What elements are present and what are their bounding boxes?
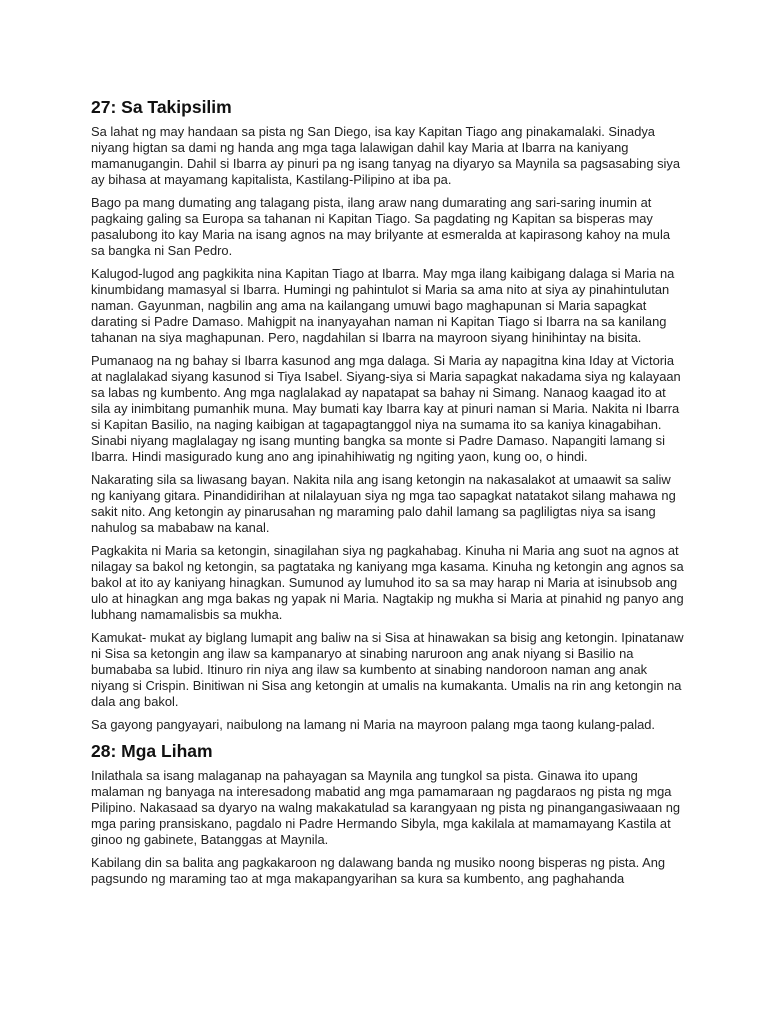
document-page <box>91 96 687 894</box>
chapter-27-paragraph-5: Nakarating sila sa liwasang bayan. Nakita nila ang isang ketongin na nakasalakot at umaawit sa saliw ng kaniyang gitara. Pinandidirihan at nilalayuan siya ng mga tao sapagkat natatakot silang mahawa ng sakit nito. Ang ketongin ay pinarusahan ng maraming palo dahil lamang sa pagliligtas niya sa isang nahulog sa mababaw na kanal. <box>91 472 676 535</box>
chapter-27-title: 27: Sa Takipsilim <box>91 97 232 117</box>
chapter-28-title: 28: Mga Liham <box>91 741 213 761</box>
chapter-28-paragraph-2: Kabilang din sa balita ang pagkakaroon ng dalawang banda ng musiko noong bisperas ng pista. Ang pagsundo ng maraming tao at mga makapangyarihan sa kura sa kumbento, ang paghahanda <box>91 855 666 886</box>
chapter-27-paragraph-7: Kamukat- mukat ay biglang lumapit ang baliw na si Sisa at hinawakan sa bisig ang ketongin. Ipinatanaw ni Sisa sa ketongin ang ilaw sa kampanaryo at sinabing naruroon ang anak niyang si Basilio na bumababa sa lubid. Itinuro rin niya ang ilaw sa kumbento at sinabing nandoroon naman ang anak niyang si Crispin. Binitiwan ni Sisa ang ketongin at umalis na kumakanta. Umalis na rin ang ketongin na dala ang bakol. <box>91 630 684 709</box>
chapter-27-paragraph-8: Sa gayong pangyayari, naibulong na lamang ni Maria na mayroon palang mga taong kulang-palad. <box>91 717 655 732</box>
chapter-28-paragraph-1: Inilathala sa isang malaganap na pahayagan sa Maynila ang tungkol sa pista. Ginawa ito upang malaman ng banyaga na interesadong mabatid ang mga pamamaraan ng pagdaraos ng pista ng mga Pilipino. Nakasaad sa dyaryo na walng makakatulad sa karangyaan ng pista ng pinangangasiwaaan ng mga paring pransiskano, pagdalo ni Padre Hermando Sibyla, mga kakilala at mamamayang Kastila at ginoo ng gabinete, Batanggas at Maynila. <box>91 768 681 847</box>
chapter-27-paragraph-1: Sa lahat ng may handaan sa pista ng San Diego, isa kay Kapitan Tiago ang pinakamalaki. Sinadya niyang higtan sa dami ng handa ang mga taga lalawigan dahil kay Maria at Ibarra na kaniyang mamanugangin. Dahil si Ibarra ay pinuri pa ng isang tanyag na diyaryo sa Maynila sa pagsasabing siya ay bihasa at mayamang kapitalista, Kastilang-Pilipino at iba pa. <box>91 124 681 187</box>
chapter-27-paragraph-2: Bago pa mang dumating ang talagang pista, ilang araw nang dumarating ang sari-saring inumin at pagkaing galing sa Europa sa tahanan ni Kapitan Tiago. Sa pagdating ng Kapitan sa bisperas may pasalubong ito kay Maria na isang agnos na may brilyante at esmeralda at kapirasong kahoy na mula sa bangka ni San Pedro. <box>91 195 670 258</box>
chapter-27-paragraph-6: Pagkakita ni Maria sa ketongin, sinagilahan siya ng pagkahabag. Kinuha ni Maria ang suot na agnos at nilagay sa bakol ng ketongin, sa pagtataka ng kaniyang mga kasama. Kinuha ng ketongin ang agnos sa bakol at ito ay kaniyang hinagkan. Sumunod ay lumuhod ito sa sa may harap ni Maria at isinubsob ang ulo at hinagkan ang mga bakas ng yapak ni Maria. Nagtakip ng mukha si Maria at pinahid ng panyo ang lubhang namamalisbis sa mukha. <box>91 543 684 622</box>
chapter-27-paragraph-3: Kalugod-lugod ang pagkikita nina Kapitan Tiago at Ibarra. May mga ilang kaibigang dalaga si Maria na kinumbidang mamasyal si Ibarra. Humingi ng pahintulot si Maria sa ama nito at siya ay pinahintulutan naman. Gayunman, nagbilin ang ama na kailangang umuwi bago maghapunan si Maria sapagkat darating si Padre Damaso. Mahigpit na inanyayahan naman ni Kapitan Tiago si Ibarra na sa kanilang tahanan na siya maghapunan. Pero, nagdahilan si Ibarra na mayroon siyang hinihintay na bisita. <box>91 266 675 345</box>
chapter-27-paragraph-4: Pumanaog na ng bahay si Ibarra kasunod ang mga dalaga. Si Maria ay napagitna kina Iday at Victoria at naglalakad siyang kasunod si Tiya Isabel. Siyang-siya si Maria sapagkat nakadama siya ng kalayaan sa labas ng kumbento. Ang mga naglalakad ay napatapat sa bahay ni Simang. Nanaog kaagad ito at sila ay inimbitang pumanhik muna. May bumati kay Ibarra kay at pinuri naman si Maria. Nakita ni Ibarra si Kapitan Basilio, na naging kaibigan at tagapagtanggol niya na sumama ito sa kaniya kinagabihan. Sinabi niyang maglalagay ng isang munting bangka sa monte si Padre Damaso. Napangiti lamang si Ibarra. Hindi masigurado kung ano ang ipinahihiwatig ng ngiting yaon, kung oo, o hindi. <box>91 353 681 464</box>
